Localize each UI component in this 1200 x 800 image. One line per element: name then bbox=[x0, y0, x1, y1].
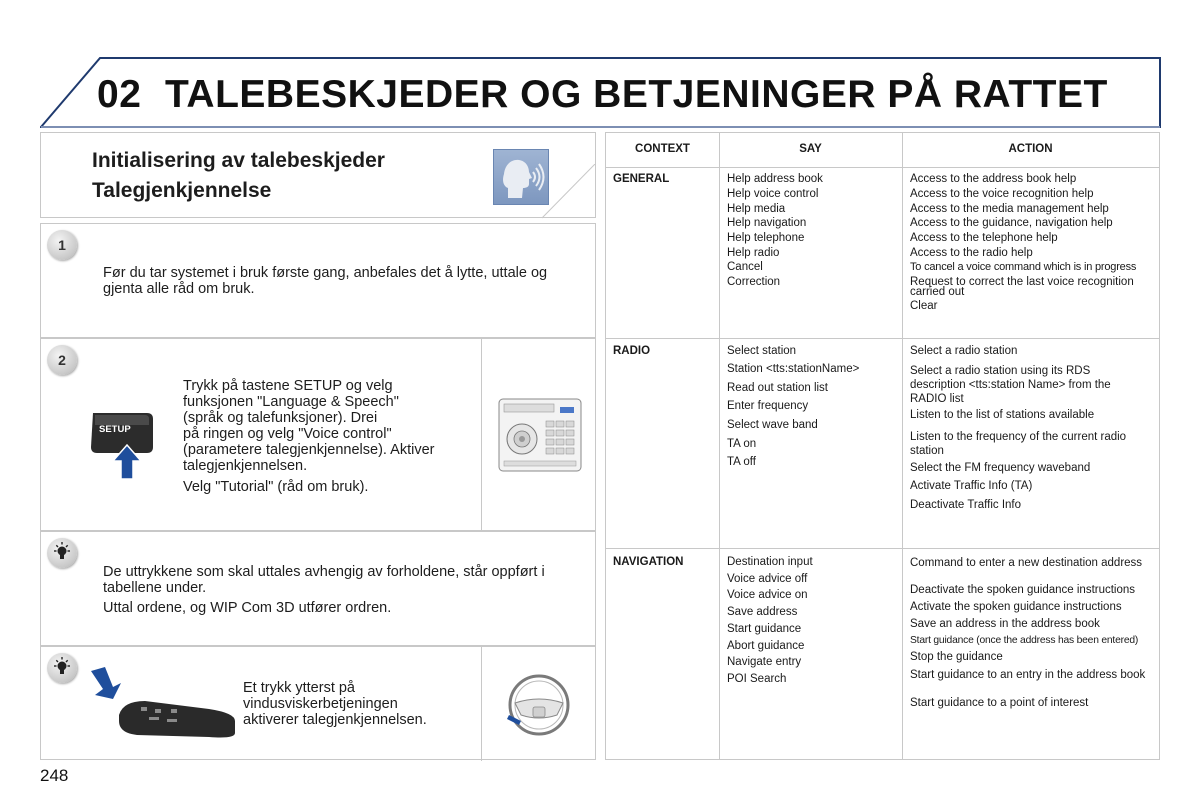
say-item: Voice advice on bbox=[727, 589, 808, 601]
say-item: Abort guidance bbox=[727, 640, 805, 652]
say-item: Cancel bbox=[727, 261, 763, 273]
step-1-text: Før du tar systemet i bruk første gang, anbefales det å lytte, uttale og gjenta alle råd om bruk. bbox=[103, 265, 548, 297]
context-navigation: NAVIGATION bbox=[613, 556, 684, 568]
action-item: Access to the address book help bbox=[910, 173, 1077, 185]
context-radio: RADIO bbox=[613, 345, 651, 357]
say-item: Select station bbox=[727, 345, 797, 357]
say-item: Voice advice off bbox=[727, 573, 808, 585]
chapter-number: 02 bbox=[97, 73, 142, 116]
step-2-line: Trykk på tastene SETUP og velg bbox=[183, 378, 393, 394]
table-col-divider bbox=[719, 133, 720, 759]
action-item: Start guidance to a point of interest bbox=[910, 697, 1089, 709]
tip-2-text bbox=[243, 680, 427, 728]
page-title: TALEBESKJEDER OG BETJENINGER PÅ RATTET bbox=[165, 73, 1108, 116]
tip-2-line: aktiverer talegjenkjennelsen. bbox=[243, 712, 427, 728]
say-item: Correction bbox=[727, 276, 781, 288]
say-item: Read out station list bbox=[727, 382, 829, 394]
action-item: Start guidance to an entry in the address book bbox=[910, 669, 1146, 681]
say-item: Help address book bbox=[727, 173, 823, 185]
action-item: Deactivate the spoken guidance instructions bbox=[910, 584, 1136, 596]
tip-1-line2: Uttal ordene, og WIP Com 3D utfører ordren. bbox=[103, 600, 392, 616]
tip-2-divider bbox=[481, 647, 482, 761]
tip-2-box bbox=[40, 646, 596, 760]
tip-2-line: Et trykk ytterst på bbox=[243, 680, 355, 696]
action-item: To cancel a voice command which is in progress bbox=[910, 261, 1137, 273]
section-title-line1: Initialisering av talebeskjeder bbox=[92, 149, 385, 172]
say-item: Help navigation bbox=[727, 217, 807, 229]
setup-button-label: SETUP bbox=[99, 424, 131, 435]
action-item: Activate the spoken guidance instructions bbox=[910, 601, 1122, 613]
action-item: Activate Traffic Info (TA) bbox=[910, 480, 1033, 492]
header-action: ACTION bbox=[1008, 143, 1053, 155]
action-item: Clear bbox=[910, 300, 938, 312]
say-item: Station <tts:stationName> bbox=[727, 363, 860, 375]
say-item: TA on bbox=[727, 438, 757, 450]
tip-2-line: vindusviskerbetjeningen bbox=[243, 696, 398, 712]
say-item: Help voice control bbox=[727, 188, 819, 200]
say-item: Select wave band bbox=[727, 419, 818, 431]
step-2-divider bbox=[481, 339, 482, 532]
say-item: Help telephone bbox=[727, 232, 805, 244]
action-item: Deactivate Traffic Info bbox=[910, 499, 1022, 511]
table-row-divider bbox=[606, 548, 1159, 549]
step-2-line: talegjenkjennelsen. bbox=[183, 458, 308, 474]
section-title-box bbox=[40, 132, 596, 218]
action-item: Access to the guidance, navigation help bbox=[910, 217, 1113, 229]
action-item: Stop the guidance bbox=[910, 651, 1003, 663]
say-item: TA off bbox=[727, 456, 756, 468]
say-item: Navigate entry bbox=[727, 656, 802, 668]
action-item: Save an address in the address book bbox=[910, 618, 1100, 630]
page-number: 248 bbox=[40, 766, 69, 785]
action-item: Start guidance (once the address has been entered) bbox=[910, 635, 1139, 646]
step-2-tail: Velg "Tutorial" (råd om bruk). bbox=[183, 479, 369, 495]
radio-unit-illustration bbox=[498, 395, 582, 475]
action-item: Access to the telephone help bbox=[910, 232, 1058, 244]
step-2-line: funksjonen "Language & Speech" bbox=[183, 394, 399, 410]
step-2-badge: 2 bbox=[47, 345, 77, 375]
step-2-box bbox=[40, 338, 596, 531]
table-row-divider bbox=[606, 338, 1159, 339]
setup-button-illustration bbox=[89, 411, 157, 481]
tip-1-line1: De uttrykkene som skal uttales avhengig av forholdene, står oppført i tabellene under. bbox=[103, 564, 545, 596]
action-item: Request to correct the last voice recognition carried out bbox=[910, 276, 1134, 298]
context-general: GENERAL bbox=[613, 173, 670, 185]
section-title-line2: Talegjenkjennelse bbox=[92, 179, 272, 202]
say-item: POI Search bbox=[727, 673, 787, 685]
lightbulb-icon bbox=[47, 538, 77, 568]
action-item: Select the FM frequency waveband bbox=[910, 462, 1091, 474]
say-item: Destination input bbox=[727, 556, 813, 568]
action-item: Listen to the frequency of the current radio station bbox=[910, 431, 1127, 457]
voice-commands-table bbox=[605, 132, 1160, 760]
wiper-stalk-illustration bbox=[89, 665, 235, 743]
say-item: Help radio bbox=[727, 247, 780, 259]
say-item: Help media bbox=[727, 203, 786, 215]
step-1-badge: 1 bbox=[47, 230, 77, 260]
action-item: Access to the radio help bbox=[910, 247, 1033, 259]
lightbulb-icon bbox=[47, 653, 77, 683]
step-2-line: på ringen og velg "Voice control" bbox=[183, 426, 392, 442]
table-col-divider bbox=[902, 133, 903, 759]
action-item: Listen to the list of stations available bbox=[910, 409, 1095, 421]
step-2-line: (språk og talefunksjoner). Drei bbox=[183, 410, 378, 426]
say-item: Enter frequency bbox=[727, 400, 809, 412]
table-row-divider bbox=[606, 167, 1159, 168]
action-item: Access to the media management help bbox=[910, 203, 1109, 215]
step-2-text bbox=[183, 378, 434, 495]
tip-1-box bbox=[40, 531, 596, 646]
say-item: Start guidance bbox=[727, 623, 802, 635]
action-item: Select a radio station using its RDS description <tts:station Name> from the RADIO list bbox=[910, 365, 1111, 405]
action-item: Access to the voice recognition help bbox=[910, 188, 1094, 200]
title-box-corner-tail bbox=[530, 164, 598, 220]
say-item: Save address bbox=[727, 606, 798, 618]
steering-wheel-illustration bbox=[505, 673, 575, 739]
header-say: SAY bbox=[799, 143, 822, 155]
step-1-box bbox=[40, 223, 596, 338]
step-2-line: (parametere talegjenkjennelse). Aktiver bbox=[183, 442, 435, 458]
action-item: Command to enter a new destination address bbox=[910, 557, 1143, 569]
header-context: CONTEXT bbox=[635, 143, 690, 155]
action-item: Select a radio station bbox=[910, 345, 1018, 357]
